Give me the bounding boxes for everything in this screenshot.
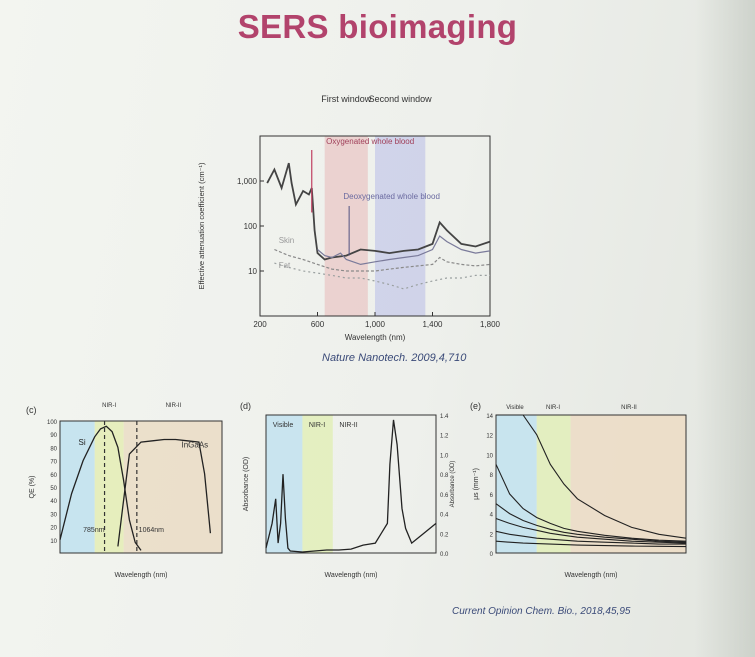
y-tick-label: 80 (50, 446, 57, 453)
region-label-nir2: NIR-II (339, 422, 358, 429)
annotation-1064nm: 1064nm (138, 526, 164, 534)
y-tick-label: 10 (248, 267, 257, 276)
annotation-fat: Fat (278, 261, 291, 270)
y-tick-label: 2 (489, 532, 493, 539)
absorbance-chart (236, 393, 461, 585)
region-label-nir1: NIR-I (102, 403, 117, 409)
annotation-ingaas: InGaAs (181, 440, 209, 450)
y-axis-label: QE (%) (29, 475, 36, 499)
y-tick-label: 60 (50, 472, 57, 479)
scattering-chart (466, 393, 694, 585)
y-axis-label-right: Absorbance (OD) (450, 460, 456, 508)
region-label-visible: Visible (506, 405, 524, 411)
y-tick-label: 12 (486, 433, 493, 440)
projection-edge-shadow (695, 0, 755, 657)
annotation-si: Si (78, 437, 86, 447)
y-tick-label: 10 (50, 538, 57, 545)
annotation-deoxygenated: Deoxygenated whole blood (343, 192, 440, 201)
band-visible (266, 415, 302, 553)
qe-chart (22, 393, 232, 585)
x-axis-label: Wavelength (nm) (114, 572, 168, 579)
y-tick-label: 14 (486, 414, 493, 420)
region-label-nir2: NIR-II (621, 405, 637, 411)
y-axis-label: Absorbance (OD) (243, 456, 250, 512)
y-tick-label: 40 (50, 499, 57, 506)
region-label-nir2: NIR-II (165, 403, 182, 409)
x-tick-label: 1,800 (479, 320, 500, 329)
panel-label: (e) (470, 401, 481, 411)
spectral-window-band (375, 136, 425, 316)
x-tick-label: 1,400 (422, 320, 443, 329)
annotation-skin: Skin (278, 236, 295, 245)
absorbance-figure (236, 393, 461, 590)
region-label-visible: Visible (272, 422, 294, 429)
y-tick-label-right: 0.4 (440, 512, 449, 519)
y-tick-label: 1,000 (236, 177, 257, 186)
y-tick-label: 90 (50, 433, 57, 440)
region-label-first-window: First window (321, 94, 372, 104)
y-tick-label: 100 (46, 420, 57, 426)
y-tick-label: 30 (50, 512, 57, 519)
scattering-figure (466, 393, 694, 590)
region-label-second-window: Second window (368, 94, 432, 104)
y-tick-label: 100 (243, 222, 257, 231)
y-tick-label: 4 (489, 512, 493, 519)
bottom-citation: Current Opinion Chem. Bio., 2018,45,95 (452, 606, 631, 617)
panel-label: (c) (26, 405, 37, 415)
y-tick-label-right: 0.6 (440, 492, 449, 499)
region-label-nir1: NIR-I (546, 405, 560, 411)
attenuation-chart (190, 88, 500, 350)
x-axis-label: Wavelength (nm) (564, 572, 618, 579)
y-tick-label-right: 1.4 (440, 414, 449, 420)
band-nir1 (302, 415, 332, 553)
annotation-785nm: 785nm (83, 526, 105, 534)
y-tick-label: 0 (489, 552, 493, 558)
x-tick-label: 1,000 (364, 320, 386, 329)
x-axis-label: Wavelength (nm) (324, 572, 378, 579)
y-axis-label: Effective attenuation coefficient (cm⁻¹) (197, 162, 206, 290)
spectral-window-band (325, 136, 368, 316)
y-tick-label: 10 (486, 453, 493, 460)
y-tick-label: 50 (50, 486, 57, 492)
annotation-oxygenated: Oxygenated whole blood (326, 137, 415, 146)
x-axis-label: Wavelength (nm) (344, 333, 406, 342)
y-tick-label: 70 (50, 459, 57, 466)
y-tick-label-right: 0.2 (440, 532, 449, 539)
y-tick-label: 6 (489, 492, 493, 499)
y-tick-label-right: 0.0 (440, 552, 449, 558)
region-label-nir1: NIR-I (308, 422, 326, 429)
y-tick-label-right: 0.8 (440, 473, 449, 480)
top-citation: Nature Nanotech. 2009,4,710 (322, 352, 467, 364)
qe-figure (22, 393, 232, 590)
attenuation-figure (190, 88, 500, 355)
slide-title: SERS bioimaging (237, 8, 518, 45)
y-tick-label-right: 1.2 (440, 433, 449, 440)
y-axis-label: μs (mm⁻¹) (473, 468, 480, 500)
x-tick-label: 200 (253, 320, 267, 329)
y-tick-label: 8 (489, 473, 493, 480)
x-tick-label: 600 (310, 320, 325, 329)
y-tick-label-right: 1.0 (440, 453, 449, 460)
y-tick-label: 20 (50, 525, 57, 532)
panel-label: (d) (240, 401, 251, 411)
